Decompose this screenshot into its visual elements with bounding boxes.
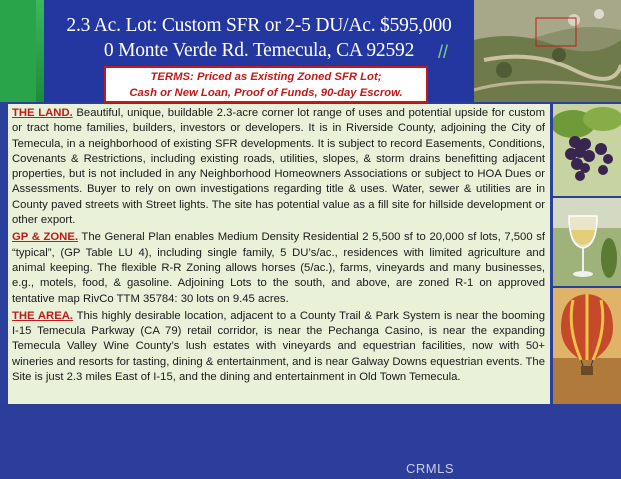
- listing-address: 0 Monte Verde Rd. Temecula, CA 92592: [103, 40, 415, 61]
- section-area: [12, 309, 545, 385]
- terms-line-1: TERMS: Priced as Existing Zoned SFR Lot;: [150, 71, 382, 83]
- section-heading: THE AREA.: [12, 309, 74, 322]
- section-heading: THE LAND.: [12, 107, 73, 119]
- listing-title: 2.3 Ac. Lot: Custom SFR or 2-5 DU/Ac. $595,000: [66, 15, 452, 36]
- decorative-slash: //: [438, 42, 449, 62]
- section-heading: GP & ZONE.: [12, 231, 79, 244]
- terms-box: [104, 66, 428, 103]
- footer-band: [0, 404, 621, 479]
- green-accent-strip: [0, 0, 36, 102]
- wine-glass-photo: [553, 198, 621, 286]
- crmls-watermark: CRMLS: [406, 461, 455, 476]
- side-photo-column: [553, 104, 621, 404]
- grapes-photo: [553, 104, 621, 196]
- terms-line-2: Cash or New Loan, Proof of Funds, 90-day Escrow.: [129, 87, 403, 99]
- green-accent-strip-2: [36, 0, 44, 102]
- hot-air-balloon-photo: [553, 288, 621, 404]
- section-zone: [12, 230, 545, 306]
- section-body: This highly desirable location, adjacent to a County Trail & Park System is near the booming I-15 Temecula Parkway (CA 79) retail corridor, is near the Pechanga Casino, is near the expanding Temecula Valley Wine County’s lush estates with vineyards and equestrian facilities, now with 50+ wineries and resorts for tasting, dining & entertainment, and is near Galway Downs equestrian events. The Site is just 2.3 miles East of I-15, and the dining and entertainment in Old Town Temecula.: [12, 309, 545, 384]
- section-body: The General Plan enables Medium Density Residential 2 5,500 sf to 20,000 sf lots, 7,500 sf “typical”, (GP Table LU 4), including single family, 5 DU’s/ac., residences with limited agriculture and animal keeping. The flexible R-R Zoning allows horses (5/ac.), farms, vineyards and many businesses, e.g., motels, food, & gasoline. Adjoining Lots to the south, and above, are zoned R-1 on approved tentative map RivCo TTM 35784: 30 lots on 9.45 acres.: [12, 231, 545, 305]
- aerial-lot-photo: [474, 0, 621, 102]
- section-body: Beautiful, unique, buildable 2.3-acre corner lot range of uses and potential upside for custom or tract home families, builders, investors or developers. It is in Riverside County, adjoining the City of Temecula, in a neighborhood of existing SFR developments. It is subject to record Easements, Conditions, Covenants & Restrictions, including existing roads, utilities, slopes, & storm drains benefitting adjacent properties, but is not included in any Neighborhood Homeowners Associations or subject to HOA Dues or Assessments. Buyer to rely on own investigations regarding title & uses. Water, sewer & utilities are in County paved streets with Street lights. The site has potential value as a fill site for hillside development or other export.: [12, 107, 545, 227]
- description-text: [12, 106, 545, 387]
- section-land: [12, 106, 545, 228]
